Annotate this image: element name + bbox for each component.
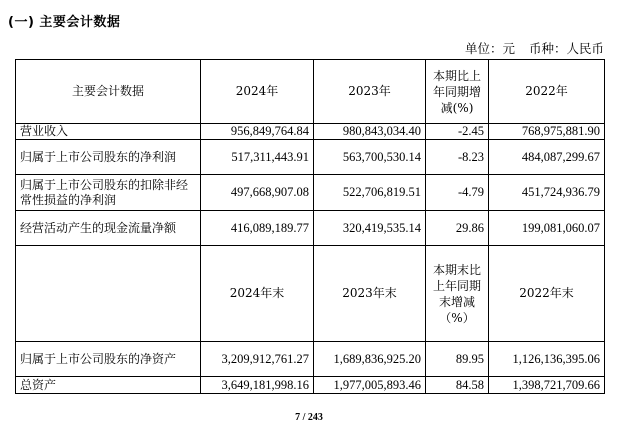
value-cell: 563,700,530.14 xyxy=(314,140,426,175)
row-label: 归属于上市公司股东的净利润 xyxy=(16,140,201,175)
table-header-row xyxy=(16,246,605,342)
header-cell: 本期比上年同期增减(%) xyxy=(426,60,489,124)
value-cell: -4.79 xyxy=(426,175,489,211)
value-cell: 29.86 xyxy=(426,211,489,246)
unit-line xyxy=(451,39,604,57)
table-header-row xyxy=(16,60,605,124)
page-number: 7 / 243 xyxy=(295,412,323,423)
table-row xyxy=(16,377,605,394)
table-row xyxy=(16,211,605,246)
value-cell: 980,843,034.40 xyxy=(314,124,426,140)
header-cell: 本期末比上年同期末增减（%） xyxy=(426,246,489,342)
value-cell: 956,849,764.84 xyxy=(201,124,314,140)
row-label: 营业收入 xyxy=(16,124,201,140)
header-cell: 2023年 xyxy=(314,60,426,124)
value-cell: 320,419,535.14 xyxy=(314,211,426,246)
value-cell: 3,209,912,761.27 xyxy=(201,342,314,377)
header-cell: 2024年 xyxy=(201,60,314,124)
row-label: 经营活动产生的现金流量净额 xyxy=(16,211,201,246)
header-cell xyxy=(16,246,201,342)
value-cell: -2.45 xyxy=(426,124,489,140)
value-cell: 1,126,136,395.06 xyxy=(489,342,605,377)
value-cell: 1,977,005,893.46 xyxy=(314,377,426,394)
row-label: 归属于上市公司股东的扣除非经常性损益的净利润 xyxy=(16,175,201,211)
header-cell: 2024年末 xyxy=(201,246,314,342)
accounting-data-table xyxy=(15,59,605,394)
value-cell: -8.23 xyxy=(426,140,489,175)
value-cell: 1,689,836,925.20 xyxy=(314,342,426,377)
value-cell: 484,087,299.67 xyxy=(489,140,605,175)
value-cell: 84.58 xyxy=(426,377,489,394)
table-row xyxy=(16,124,605,140)
value-cell: 517,311,443.91 xyxy=(201,140,314,175)
value-cell: 89.95 xyxy=(426,342,489,377)
value-cell: 768,975,881.90 xyxy=(489,124,605,140)
header-cell: 2022年 xyxy=(489,60,605,124)
row-label: 总资产 xyxy=(16,377,201,394)
value-cell: 3,649,181,998.16 xyxy=(201,377,314,394)
table-row xyxy=(16,342,605,377)
value-cell: 522,706,819.51 xyxy=(314,175,426,211)
currency-label: 币种：人民币 xyxy=(528,41,604,56)
value-cell: 1,398,721,709.66 xyxy=(489,377,605,394)
value-cell: 199,081,060.07 xyxy=(489,211,605,246)
table-row xyxy=(16,140,605,175)
section-title: (一) 主要会计数据 xyxy=(8,15,121,30)
header-cell: 主要会计数据 xyxy=(16,60,201,124)
unit-label: 单位：元 xyxy=(464,41,515,56)
value-cell: 416,089,189.77 xyxy=(201,211,314,246)
row-label: 归属于上市公司股东的净资产 xyxy=(16,342,201,377)
value-cell: 497,668,907.08 xyxy=(201,175,314,211)
value-cell: 451,724,936.79 xyxy=(489,175,605,211)
header-cell: 2023年末 xyxy=(314,246,426,342)
header-cell: 2022年末 xyxy=(489,246,605,342)
table-row xyxy=(16,175,605,211)
